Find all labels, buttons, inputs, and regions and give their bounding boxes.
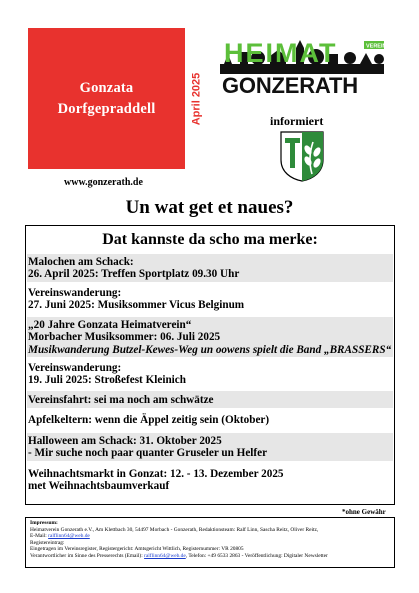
email-link[interactable]: ralflinn64@web.de [48, 533, 90, 540]
register-line: Eingetragen im Vereinsregister, Registergericht: Amtsgericht Wittlich, Registernummer: VR 20805 [30, 546, 244, 553]
logo-gonzerath-text: GONZERATH [222, 73, 358, 98]
responsible-contact: , Telefon: +49 6533 2863 - Veröffentlichung: Digitaler Newsletter [185, 552, 328, 559]
event-line: Vereinsfahrt: sei ma noch am schwätze [28, 394, 214, 406]
informiert-label: informiert [270, 114, 324, 128]
responsible-label: Verantwortlicher im Sinne des Presserechts (Email): [30, 552, 143, 559]
event-line: - Mir suche noch paar quanter Gruseler un Helfer [28, 447, 268, 460]
event-line: met Weihnachtsbaumverkauf [28, 480, 170, 493]
event-line: Vereinswanderung: [28, 287, 122, 299]
impressum-email-row [30, 533, 390, 540]
coat-of-arms-icon [279, 130, 325, 182]
impressum-title: Impressum: [30, 520, 58, 526]
brand-title-line1: Gonzata [79, 79, 134, 96]
logo-verein-text: VEREIN [366, 43, 386, 50]
email-label: E-Mail: [30, 533, 47, 540]
event-line: Vereinswanderung: [28, 362, 122, 374]
event-line-italic: Musikwanderung Butzel-Kewes-Weg un oowens spielt die Band „BRASSERS“ [28, 343, 392, 356]
event-item [27, 360, 393, 388]
events-title: Dat kannste da scho ma merke: [102, 231, 318, 248]
event-line: 19. Juli 2025: Stroßefest Kleinich [28, 374, 186, 387]
impressum-box [25, 517, 395, 568]
event-line: Halloween am Schack: 31. Oktober 2025 [28, 435, 222, 447]
event-item [27, 433, 393, 461]
heimatverein-logo [218, 38, 386, 74]
event-line: 26. April 2025: Treffen Sportplatz 09.30 Uhr [28, 268, 240, 281]
event-item [27, 254, 393, 282]
issue-date-vertical [186, 28, 206, 169]
disclaimer-note: *ohne Gewähr [342, 508, 386, 516]
event-line: Weihnachtsmarkt in Gonzat: 12. - 13. Dezember 2025 [28, 468, 284, 480]
responsible-email-link[interactable]: ralflinn64@web.de [144, 552, 186, 559]
issue-date: April 2025 [190, 72, 202, 125]
website-link[interactable]: www.gonzerath.de [64, 177, 143, 188]
event-item [27, 317, 393, 357]
event-line: „20 Jahre Gonzata Heimatverein“ [28, 319, 192, 331]
event-item [27, 466, 393, 494]
event-line: Apfelkeltern: wenn die Äppel zeitig sein (Oktober) [28, 414, 270, 426]
impressum-line: Heimatverein Gonzerath e.V., Am Klettbach 30, 54497 Morbach - Gonzerath, Redaktionsteam: Ralf Linn, Sascha Reitz, Oliver Reitz, [30, 526, 319, 533]
register-title: Registereintrag: [30, 539, 65, 546]
responsible-row [30, 553, 390, 560]
event-item [27, 285, 393, 313]
event-line: 27. Juni 2025: Musiksommer Vicus Belginum [28, 299, 245, 312]
event-line: Morbacher Musiksommer: 06. Juli 2025 [28, 331, 221, 344]
brand-box [28, 28, 185, 169]
event-line: Malochen am Schack: [28, 256, 134, 268]
logo-heimat-text: HEIMAT [224, 38, 338, 68]
event-item [27, 391, 393, 408]
brand-title-line2: Dorfgepraddell [57, 100, 156, 117]
event-item [27, 411, 393, 428]
main-headline: Un wat get et naues? [125, 197, 294, 218]
